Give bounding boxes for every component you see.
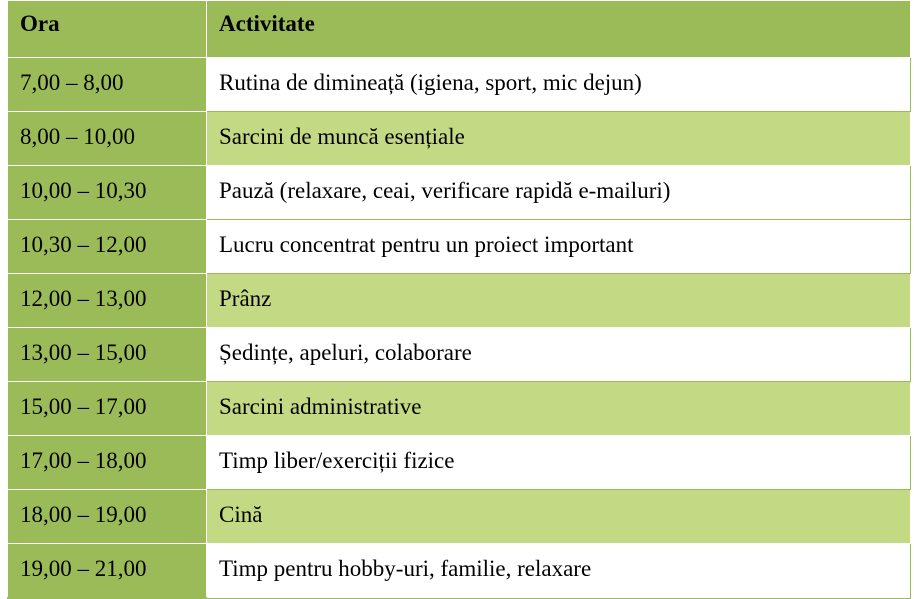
table-row: [8, 220, 911, 274]
header-row: [8, 1, 911, 58]
activity-cell: Timp liber/exerciții fizice: [207, 436, 911, 490]
time-cell: 19,00 – 21,00: [8, 544, 207, 599]
table-row: [8, 436, 911, 490]
time-cell: 10,00 – 10,30: [8, 166, 207, 220]
time-cell: 12,00 – 13,00: [8, 274, 207, 328]
activity-cell: Sarcini de muncă esențiale: [207, 112, 911, 166]
table-row: [8, 166, 911, 220]
table-header: [8, 1, 911, 58]
time-cell: 18,00 – 19,00: [8, 490, 207, 544]
time-cell: 7,00 – 8,00: [8, 58, 207, 112]
table-row: [8, 112, 911, 166]
activity-cell: Rutina de dimineață (igiena, sport, mic dejun): [207, 58, 911, 112]
header-time: Ora: [8, 1, 207, 58]
activity-cell: Lucru concentrat pentru un proiect important: [207, 220, 911, 274]
table-row: [8, 274, 911, 328]
table-row: [8, 328, 911, 382]
activity-cell: Prânz: [207, 274, 911, 328]
table-row: [8, 490, 911, 544]
activity-cell: Pauză (relaxare, ceai, verificare rapidă e-mailuri): [207, 166, 911, 220]
header-activity: Activitate: [207, 1, 911, 58]
table-row: [8, 382, 911, 436]
activity-cell: Sarcini administrative: [207, 382, 911, 436]
table-row: [8, 58, 911, 112]
time-cell: 15,00 – 17,00: [8, 382, 207, 436]
daily-schedule-table: [7, 0, 911, 599]
activity-cell: Ședințe, apeluri, colaborare: [207, 328, 911, 382]
time-cell: 17,00 – 18,00: [8, 436, 207, 490]
activity-cell: Cină: [207, 490, 911, 544]
table-row: [8, 544, 911, 599]
table-body: [8, 58, 911, 599]
time-cell: 10,30 – 12,00: [8, 220, 207, 274]
activity-cell: Timp pentru hobby-uri, familie, relaxare: [207, 544, 911, 599]
time-cell: 13,00 – 15,00: [8, 328, 207, 382]
time-cell: 8,00 – 10,00: [8, 112, 207, 166]
